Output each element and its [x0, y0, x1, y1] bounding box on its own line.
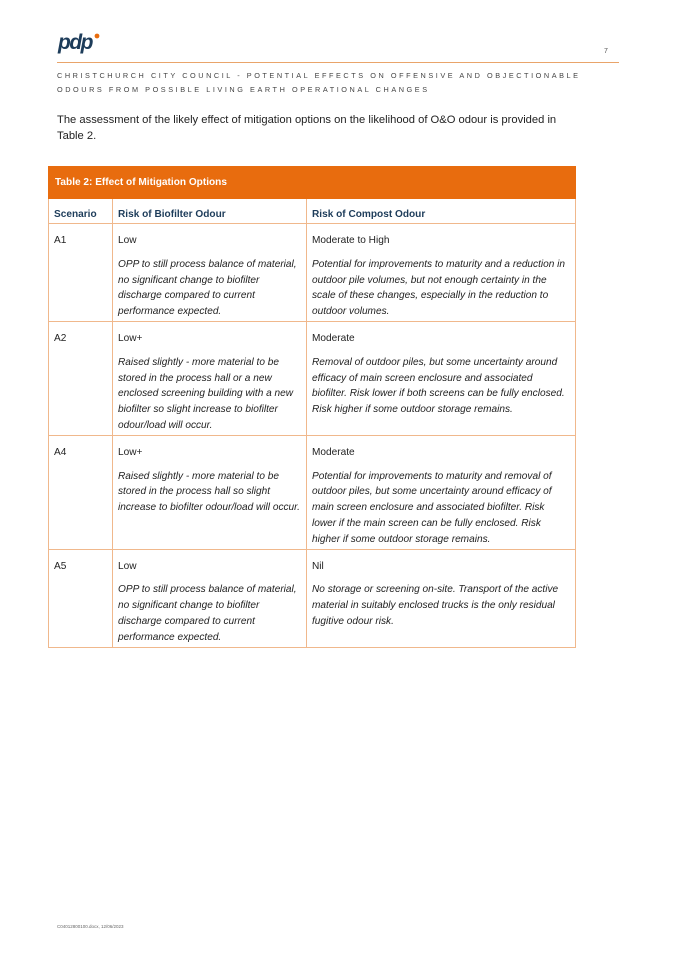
biofilter-risk-description: Raised slightly - more material to be stored in the process hall or a new enclosed screening building with a new biofilter so slight increase to biofilter odour/load will occur. — [118, 356, 294, 431]
biofilter-risk-level: Low+ — [118, 332, 143, 344]
biofilter-risk-description: OPP to still process balance of material, no significant change to biofilter discharge compared to current performance expected. — [118, 258, 297, 318]
compost-risk-description: Potential for improvements to maturity and a reduction in outdoor pile volumes, but not enough certainty in the scale of these changes, especially in the reduction to outdoor volumes. — [312, 258, 566, 318]
scenario-cell: A4 — [49, 435, 113, 549]
column-header-scenario: Scenario — [49, 199, 113, 224]
compost-cell — [307, 321, 576, 435]
compost-risk-level: Moderate — [312, 446, 355, 458]
compost-risk-level: Moderate to High — [312, 235, 390, 246]
table-row — [49, 549, 576, 647]
biofilter-risk-description: OPP to still process balance of material, no significant change to biofilter discharge compared to current performance expected. — [118, 584, 297, 643]
column-header-compost: Risk of Compost Odour — [307, 199, 576, 224]
biofilter-cell — [113, 549, 307, 647]
biofilter-risk-description: Raised slightly - more material to be stored in the process hall so slight increase to biofilter odour/load will occur. — [118, 470, 300, 514]
compost-risk-description: Removal of outdoor piles, but some uncertainty around efficacy of main screen enclosure and associated biofilter. Risk lower if both screens can be fully enclosed. Risk higher if some outdoor storage remains. — [312, 356, 565, 416]
header-divider — [57, 62, 619, 63]
biofilter-risk-level: Low — [118, 235, 137, 246]
mitigation-options-table — [48, 166, 576, 648]
table-row — [49, 224, 576, 322]
table-title-row — [49, 167, 576, 199]
table-row — [49, 435, 576, 549]
biofilter-risk-level: Low — [118, 560, 137, 572]
biofilter-cell — [113, 224, 307, 322]
column-header-biofilter: Risk of Biofilter Odour — [113, 199, 307, 224]
table-header-row — [49, 199, 576, 224]
compost-risk-level: Moderate — [312, 332, 355, 344]
logo-text: pdp — [58, 31, 92, 54]
biofilter-cell — [113, 435, 307, 549]
footer-doc-reference: C04012800100.docx, 12/06/2023 — [57, 924, 124, 929]
scenario-cell: A5 — [49, 549, 113, 647]
scenario-cell: A1 — [49, 224, 113, 322]
compost-cell — [307, 435, 576, 549]
table-title: Table 2: Effect of Mitigation Options — [49, 167, 576, 199]
page-number: 7 — [604, 48, 608, 55]
scenario-cell: A2 — [49, 321, 113, 435]
biofilter-risk-level: Low+ — [118, 446, 143, 458]
table-row — [49, 321, 576, 435]
running-header: CHRISTCHURCH CITY COUNCIL - POTENTIAL EFFECTS ON OFFENSIVE AND OBJECTIONABLE ODOURS FROM POSSIBLE LIVING EARTH OPERATIONAL CHANGES — [57, 71, 581, 94]
intro-paragraph: The assessment of the likely effect of mitigation options on the likelihood of O&O odour is provided in Table 2. — [57, 114, 557, 142]
compost-cell — [307, 549, 576, 647]
pdp-logo — [57, 30, 103, 56]
compost-risk-description: Potential for improvements to maturity and removal of outdoor piles, but some uncertainty around efficacy of main screen enclosure and associated biofilter. Risk lower if the main screen can be fully enclosed. Risk higher if some outdoor storage remains. — [312, 470, 552, 545]
logo-accent-dot — [95, 34, 100, 39]
compost-risk-description: No storage or screening on-site. Transport of the active material in suitably enclosed trucks is the only residual fugitive odour risk. — [312, 584, 559, 627]
compost-cell — [307, 224, 576, 322]
compost-risk-level: Nil — [312, 560, 324, 572]
biofilter-cell — [113, 321, 307, 435]
